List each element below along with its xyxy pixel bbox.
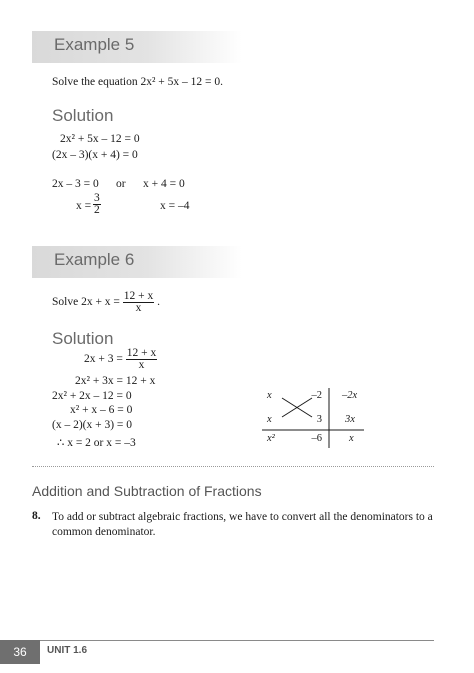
example-5-fraction — [93, 193, 101, 216]
footer-rule — [40, 640, 434, 641]
example-5-heading: Example 5 — [54, 35, 135, 54]
example-5-or: or — [116, 178, 126, 190]
cross-r1-a: x — [267, 390, 272, 401]
example-5-step-5: x = –4 — [160, 200, 190, 212]
problem-denominator: x — [135, 302, 142, 314]
step-1-denominator: x — [138, 359, 145, 371]
step-1-numerator: 12 + x — [126, 347, 157, 359]
example-6-heading: Example 6 — [54, 250, 135, 269]
example-5-step-1: 2x² + 5x – 12 = 0 — [60, 133, 140, 145]
cross-r1-c: –2x — [342, 390, 358, 401]
unit-label: UNIT 1.6 — [47, 645, 88, 656]
fraction-numerator: 3 — [94, 192, 100, 204]
cross-r2-a: x — [267, 414, 272, 425]
example-5-banner — [32, 31, 242, 63]
cross-r2-c: 3x — [345, 414, 355, 425]
fraction-denominator: 2 — [94, 204, 100, 216]
cross-r3-c: x — [349, 433, 354, 444]
cross-r2-b: 3 — [316, 414, 322, 425]
item-text: To add or subtract algebraic fractions, we have to convert all the denominators to a common denominator. — [52, 511, 433, 538]
example-6-step-2: 2x² + 3x = 12 + x — [75, 375, 156, 387]
example-6-step-1 — [84, 348, 157, 371]
example-6-step-6: ∴ x = 2 or x = –3 — [57, 437, 136, 449]
example-6-solution-heading: Solution — [52, 329, 114, 348]
example-5-step-3: 2x – 3 = 0 — [52, 178, 99, 190]
problem-numerator: 12 + x — [123, 290, 154, 302]
example-6-step-5: (x – 2)(x + 3) = 0 — [52, 419, 133, 431]
example-6-banner — [32, 246, 242, 278]
item-number: 8. — [32, 510, 41, 522]
example-5-solution-heading: Solution — [52, 106, 114, 125]
step-1-lhs: 2x + 3 = — [84, 353, 123, 366]
example-6-problem — [52, 291, 160, 314]
problem-suffix: . — [157, 296, 161, 309]
example-5-problem: Solve the equation 2x² + 5x – 12 = 0. — [52, 76, 224, 88]
section-title: Addition and Subtraction of Fractions — [32, 483, 262, 499]
section-divider — [32, 466, 434, 467]
cross-r1-b: –2 — [311, 390, 322, 401]
cross-r3-b: –6 — [311, 433, 322, 444]
cross-r3-a: x² — [267, 433, 275, 444]
example-5-step-4: x + 4 = 0 — [143, 178, 185, 190]
problem-prefix: Solve 2x + x = — [52, 296, 120, 309]
example-5-x-equals: x = — [76, 200, 92, 212]
example-5-step-2: (2x – 3)(x + 4) = 0 — [52, 149, 138, 161]
example-6-step-3: 2x² + 2x – 12 = 0 — [52, 390, 132, 402]
page-number: 36 — [0, 640, 40, 664]
example-6-step-4: x² + x – 6 = 0 — [70, 404, 133, 416]
